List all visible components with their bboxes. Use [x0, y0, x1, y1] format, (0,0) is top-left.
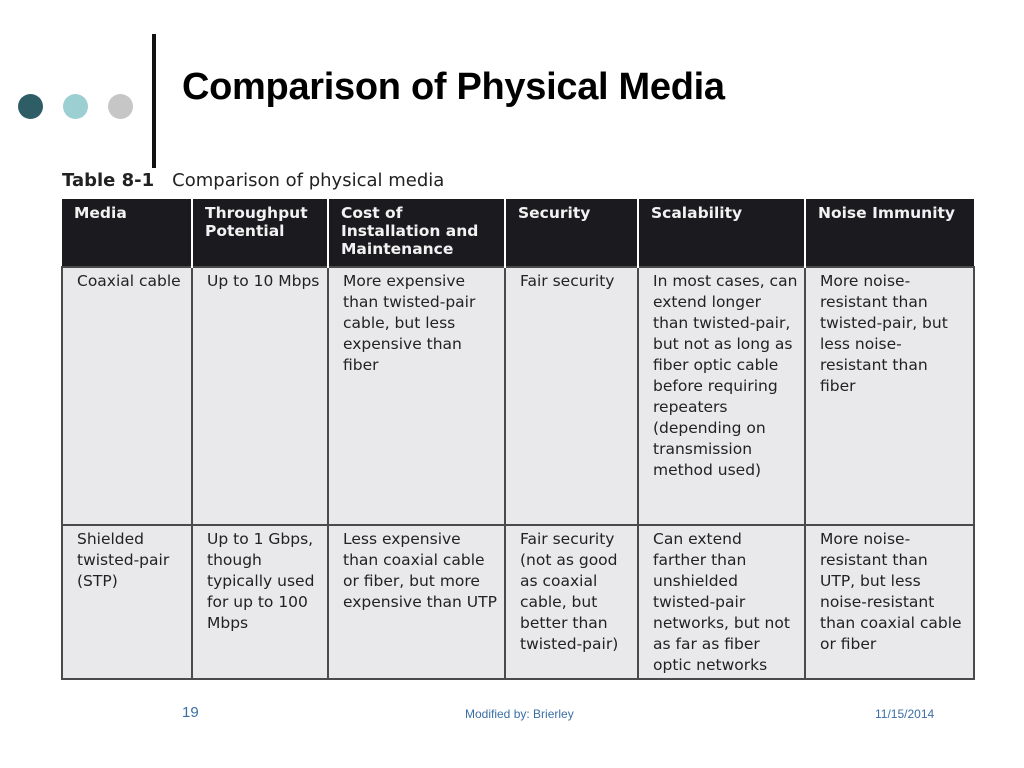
header-cost: Cost of Installation and Maintenance — [328, 199, 505, 267]
dot-gray — [108, 94, 133, 119]
cell-cost: More expensive than twisted-pair cable, but less expensive than fiber — [328, 267, 505, 525]
table-header-row — [62, 199, 974, 267]
header-security: Security — [505, 199, 638, 267]
decorative-dots — [18, 94, 133, 119]
cell-scalability: Can extend farther than unshielded twisted-pair networks, but not as far as fiber optic networks — [638, 525, 805, 679]
table-caption — [62, 170, 444, 191]
header-scalability: Scalability — [638, 199, 805, 267]
header-media: Media — [62, 199, 192, 267]
header-noise-immunity: Noise Immunity — [805, 199, 974, 267]
dot-light — [63, 94, 88, 119]
cell-noise-immunity: More noise-resistant than twisted-pair, but less noise-resistant than fiber — [805, 267, 974, 525]
cell-throughput: Up to 10 Mbps — [192, 267, 328, 525]
cell-noise-immunity: More noise-resistant than UTP, but less noise-resistant than coaxial cable or fiber — [805, 525, 974, 679]
cell-media: Shielded twisted-pair (STP) — [62, 525, 192, 679]
table-row — [62, 267, 974, 525]
cell-security: Fair security — [505, 267, 638, 525]
cell-scalability: In most cases, can extend longer than twisted-pair, but not as long as fiber optic cable before requiring repeaters (depending on transmission method used) — [638, 267, 805, 525]
dot-dark — [18, 94, 43, 119]
table-caption-number: Table 8-1 — [62, 170, 155, 191]
comparison-table — [61, 199, 975, 680]
footer-author: Modified by: Brierley — [465, 707, 574, 721]
table-caption-text: Comparison of physical media — [172, 170, 445, 191]
cell-cost: Less expensive than coaxial cable or fiber, but more expensive than UTP — [328, 525, 505, 679]
header-throughput: Throughput Potential — [192, 199, 328, 267]
footer-date: 11/15/2014 — [875, 707, 935, 721]
slide-number: 19 — [182, 704, 199, 721]
cell-security: Fair security (not as good as coaxial cable, but better than twisted-pair) — [505, 525, 638, 679]
cell-throughput: Up to 1 Gbps, though typically used for up to 100 Mbps — [192, 525, 328, 679]
slide-title: Comparison of Physical Media — [182, 66, 725, 108]
table-row — [62, 525, 974, 679]
cell-media: Coaxial cable — [62, 267, 192, 525]
title-divider — [152, 34, 156, 168]
